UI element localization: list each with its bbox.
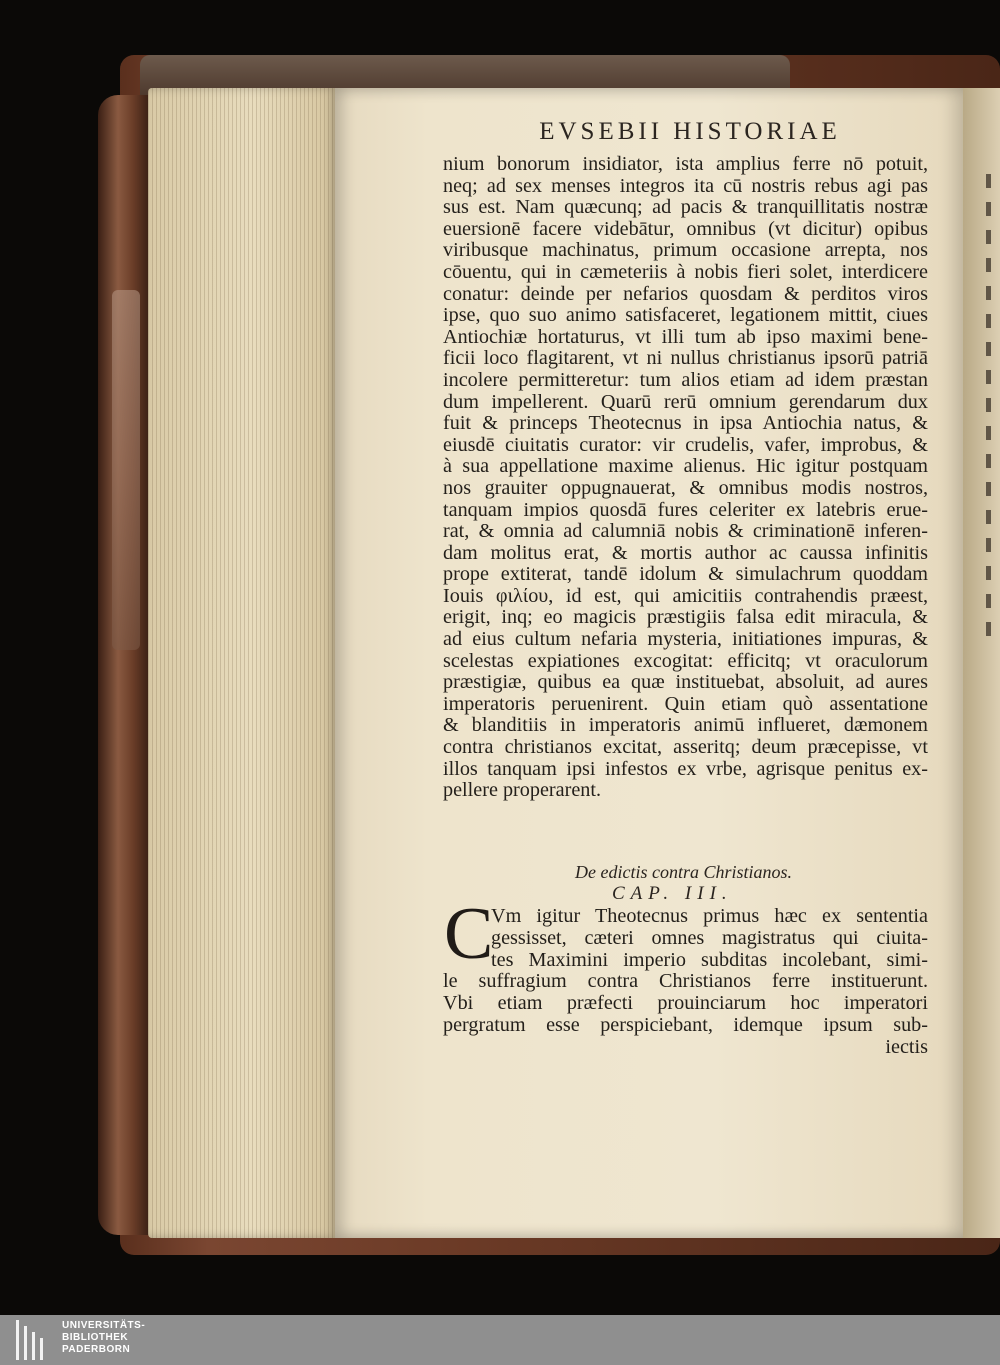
text-line: rat, & omnia ad calumniā nobis & criminationē inferen- [443, 521, 928, 543]
chapter-line: pergratum esse perspiciebant, idemque ipsum sub- [443, 1014, 928, 1036]
library-name-line: PADERBORN [62, 1344, 131, 1355]
text-line: conatur: deinde per nefarios quosdam & perditos viros [443, 283, 928, 305]
book-spine [98, 95, 148, 1235]
text-line: præstigiæ, quibus ea quæ instituebat, absoluit, ad aures [443, 672, 928, 694]
text-line: dam molitus erat, & mortis author ac caussa infinitis [443, 542, 928, 564]
text-line: contra christianos excitat, asseritq; deum præcepisse, vt [443, 737, 928, 759]
text-line: viribusque machinatus, primum occasione arrepta, nos [443, 240, 928, 262]
text-line: scelestas expiationes excogitat: efficitq; vt oraculorum [443, 650, 928, 672]
text-line: cōuentu, qui in cæmeteriis à nobis fieri solet, interdicere [443, 261, 928, 283]
text-line: illos tanquam ipsi infestos ex vrbe, agrisque penitus ex- [443, 758, 928, 780]
text-line: à sua appellatione maxime alienus. Hic igitur postquam [443, 456, 928, 478]
text-line: incolere permitteretur: tum alios etiam ad idem præstan [443, 369, 928, 391]
text-line: prope extiterat, tandē idolum & simulachrum quoddam [443, 564, 928, 586]
library-logo-icon [14, 1320, 52, 1360]
text-line: nos grauiter oppugnauerat, & omnibus modis nostros, [443, 477, 928, 499]
chapter-line: Vbi etiam præfecti prouinciarum hoc imperatori [443, 993, 928, 1015]
chapter-line: Vm igitur Theotecnus primus hæc ex sententia [491, 906, 928, 927]
text-line: dum impellerent. Quarū rerū omnium gerendarum dux [443, 391, 928, 413]
drop-cap-initial: C [444, 893, 494, 975]
text-line: & blanditiis in imperatoris animū influeret, dæmonem [443, 715, 928, 737]
chapter-number: CAP. III. [612, 883, 733, 904]
library-name-line: UNIVERSITÄTS- [62, 1320, 146, 1331]
text-line: neq; ad sex menses integros ita cū nostris rebus agi pas [443, 175, 928, 197]
text-line: ipse, quo suo animo satisfaceret, legationem mittit, ciues [443, 305, 928, 327]
chapter-line: tes Maximini imperio subditas incolebant, simi- [491, 949, 928, 971]
text-line: sus est. Nam quæcunq; ad pacis & tranquillitatis nostræ [443, 197, 928, 219]
facing-page-marks [968, 160, 998, 860]
chapter-line: le suffragium contra Christianos ferre instituerunt. [443, 971, 928, 993]
text-line: Iouis φιλίου, id est, qui amicitiis contrahendis præest, [443, 585, 928, 607]
chapter-text [443, 906, 928, 1059]
body-text [443, 154, 928, 802]
text-line: pellere properarent. [443, 780, 602, 802]
catchword: iectis [885, 1036, 928, 1058]
text-line: ficii loco flagitarent, vt ni nullus christianus ipsorū patriā [443, 348, 928, 370]
text-line: eiusdē ciuitatis curator: vir crudelis, vafer, improbus, & [443, 434, 928, 456]
text-line: Antiochiæ hortaturus, vt illi tum ab ipso maximi bene- [443, 326, 928, 348]
text-line: nium bonorum insidiator, ista amplius ferre nō potuit, [443, 154, 928, 175]
library-name-line: BIBLIOTHEK [62, 1332, 129, 1343]
chapter-line: gessisset, cæteri omnes magistratus qui ciuita- [491, 927, 928, 949]
library-name [62, 1320, 202, 1356]
chapter-title: De edictis contra Christianos. [575, 862, 792, 882]
text-line: tanquam impios quosdā fures celeriter ex latebris erue- [443, 499, 928, 521]
text-line: euersionē facere videbātur, omnibus (vt dicitur) opibus [443, 218, 928, 240]
page-edges [148, 88, 338, 1238]
text-line: fuit & princeps Theotecnus in ipsa Antiochia natus, & [443, 413, 928, 435]
running-head: EVSEBII HISTORIAE [539, 118, 841, 145]
spine-wear [112, 290, 140, 650]
text-line: ad eius cultum nefaria mysteria, initiationes impuras, & [443, 629, 928, 651]
text-line: erigit, inq; eo magicis præstigiis falsa edit miracula, & [443, 607, 928, 629]
text-line: imperatoris peruenirent. Quin etiam quò assentatione [443, 693, 928, 715]
